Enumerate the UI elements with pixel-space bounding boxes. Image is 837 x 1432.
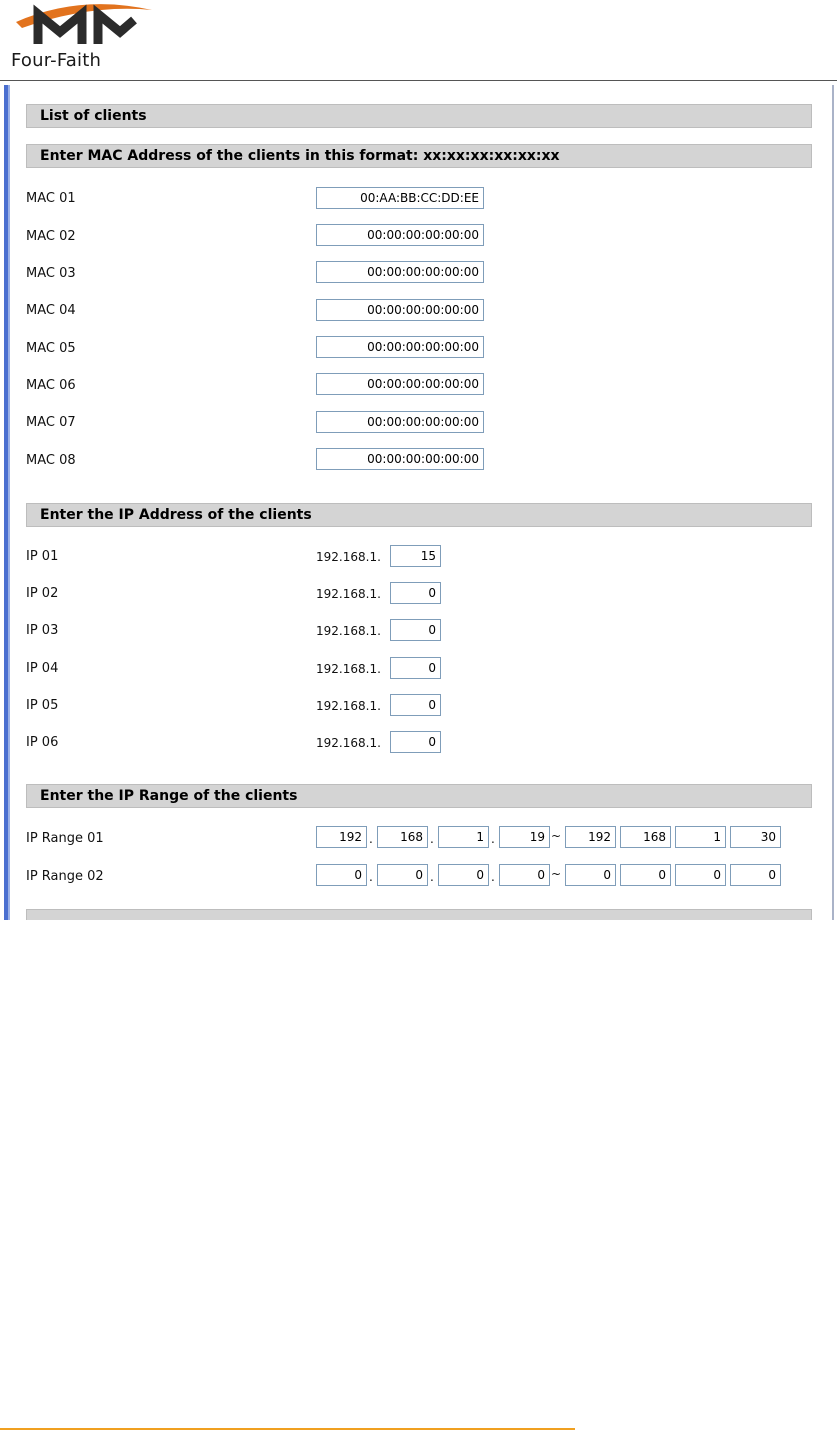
mac-input[interactable]: 00:00:00:00:00:00 xyxy=(316,261,484,283)
ip-label: IP 01 xyxy=(26,549,59,564)
mac-label: MAC 02 xyxy=(26,229,76,244)
ip-last-octet-input[interactable]: 0 xyxy=(390,619,441,641)
ip-label: IP 04 xyxy=(26,661,59,676)
ip-label: IP 05 xyxy=(26,698,59,713)
octet-dot: . xyxy=(491,832,495,846)
ip-range-label: IP Range 01 xyxy=(26,831,104,846)
ip-range-label: IP Range 02 xyxy=(26,869,104,884)
range-end-octet-3[interactable]: 1 xyxy=(675,826,726,848)
range-end-octet-3[interactable]: 0 xyxy=(675,864,726,886)
range-start-octet-3[interactable]: 0 xyxy=(438,864,489,886)
range-tilde: ~ xyxy=(551,829,562,843)
ip-section-header: Enter the IP Address of the clients xyxy=(26,503,812,527)
ip-label: IP 02 xyxy=(26,586,59,601)
octet-dot: . xyxy=(491,870,495,884)
ip-prefix: 192.168.1. xyxy=(316,550,381,564)
range-start-octet-1[interactable]: 192 xyxy=(316,826,367,848)
range-start-octet-3[interactable]: 1 xyxy=(438,826,489,848)
ip-last-octet-input[interactable]: 15 xyxy=(390,545,441,567)
mac-input[interactable]: 00:00:00:00:00:00 xyxy=(316,373,484,395)
ip-prefix: 192.168.1. xyxy=(316,699,381,713)
footer-divider xyxy=(0,1428,575,1430)
range-end-octet-4[interactable]: 0 xyxy=(730,864,781,886)
mac-input[interactable]: 00:00:00:00:00:00 xyxy=(316,224,484,246)
octet-dot: . xyxy=(369,832,373,846)
ip-prefix: 192.168.1. xyxy=(316,624,381,638)
mac-label: MAC 06 xyxy=(26,378,76,393)
octet-dot: . xyxy=(430,870,434,884)
ip-label: IP 03 xyxy=(26,623,59,638)
ip-last-octet-input[interactable]: 0 xyxy=(390,694,441,716)
ip-range-section-header: Enter the IP Range of the clients xyxy=(26,784,812,808)
range-end-octet-4[interactable]: 30 xyxy=(730,826,781,848)
mac-input[interactable]: 00:00:00:00:00:00 xyxy=(316,299,484,321)
mac-section-header: Enter MAC Address of the clients in this format: xx:xx:xx:xx:xx:xx xyxy=(26,144,812,168)
ip-label: IP 06 xyxy=(26,735,59,750)
ip-prefix: 192.168.1. xyxy=(316,587,381,601)
range-end-octet-2[interactable]: 0 xyxy=(620,864,671,886)
range-end-octet-2[interactable]: 168 xyxy=(620,826,671,848)
mac-label: MAC 03 xyxy=(26,266,76,281)
mac-input[interactable]: 00:00:00:00:00:00 xyxy=(316,336,484,358)
screenshot-frame xyxy=(4,85,834,920)
header-divider xyxy=(0,80,837,81)
range-end-octet-1[interactable]: 192 xyxy=(565,826,616,848)
mac-input[interactable]: 00:00:00:00:00:00 xyxy=(316,411,484,433)
mac-label: MAC 08 xyxy=(26,453,76,468)
mac-label: MAC 05 xyxy=(26,341,76,356)
frame-edge xyxy=(8,85,10,920)
range-start-octet-1[interactable]: 0 xyxy=(316,864,367,886)
range-tilde: ~ xyxy=(551,867,562,881)
ip-last-octet-input[interactable]: 0 xyxy=(390,582,441,604)
mac-input[interactable]: 00:00:00:00:00:00 xyxy=(316,448,484,470)
ip-last-octet-input[interactable]: 0 xyxy=(390,657,441,679)
brand-name: Four-Faith xyxy=(11,50,102,71)
ip-prefix: 192.168.1. xyxy=(316,736,381,750)
octet-dot: . xyxy=(430,832,434,846)
ip-prefix: 192.168.1. xyxy=(316,662,381,676)
range-start-octet-4[interactable]: 0 xyxy=(499,864,550,886)
four-faith-logo xyxy=(6,2,156,72)
ip-last-octet-input[interactable]: 0 xyxy=(390,731,441,753)
octet-dot: . xyxy=(369,870,373,884)
mac-label: MAC 01 xyxy=(26,191,76,206)
range-start-octet-4[interactable]: 19 xyxy=(499,826,550,848)
next-section-header-partial xyxy=(26,909,812,920)
range-start-octet-2[interactable]: 168 xyxy=(377,826,428,848)
four-faith-logo-icon xyxy=(10,2,160,52)
mac-input[interactable]: 00:AA:BB:CC:DD:EE xyxy=(316,187,484,209)
mac-label: MAC 04 xyxy=(26,303,76,318)
range-end-octet-1[interactable]: 0 xyxy=(565,864,616,886)
range-start-octet-2[interactable]: 0 xyxy=(377,864,428,886)
list-of-clients-header: List of clients xyxy=(26,104,812,128)
mac-label: MAC 07 xyxy=(26,415,76,430)
